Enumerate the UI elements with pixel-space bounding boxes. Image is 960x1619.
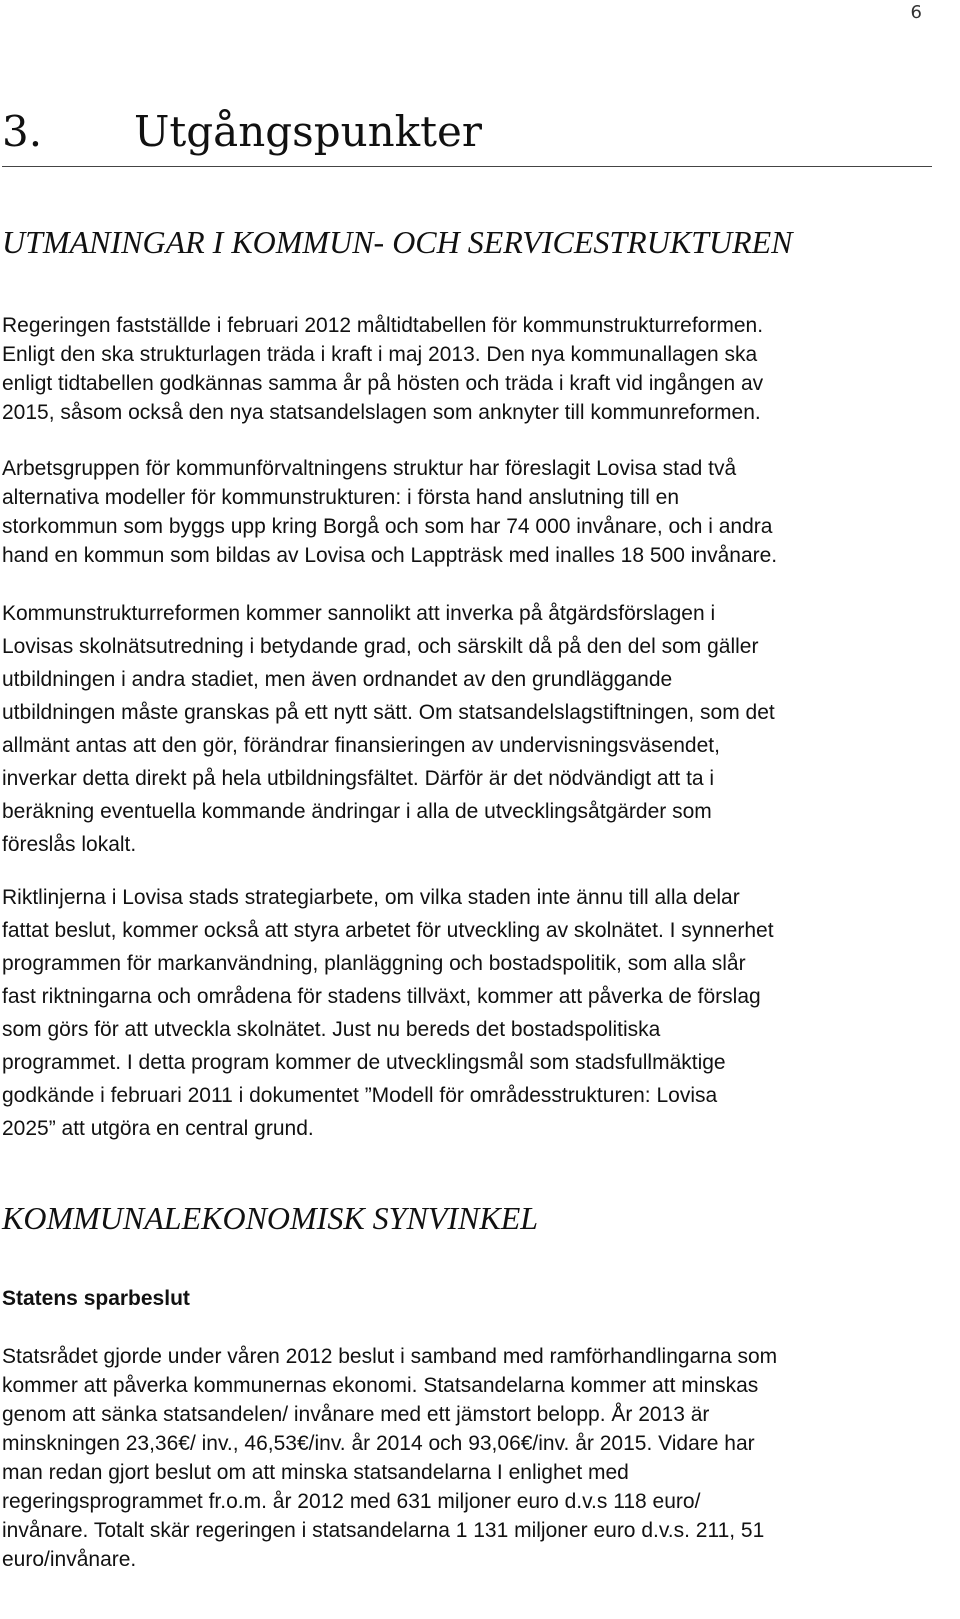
page-number: 6 xyxy=(910,2,922,23)
text-line: alternativa modeller för kommunstrukturen: i första hand anslutning till en xyxy=(2,486,680,509)
text-line: 2015, såsom också den nya statsandelslagen som anknyter till kommunreformen. xyxy=(2,401,761,424)
text-line: invånare. Totalt skär regeringen i statsandelarna 1 131 miljoner euro d.v.s. 211, 51 xyxy=(2,1519,765,1542)
section-heading-kommunalekonomisk: KOMMUNALEKONOMISK SYNVINKEL xyxy=(2,1200,539,1236)
chapter-title-text: Utgångspunkter xyxy=(134,107,482,156)
text-line: allmänt antas att den gör, förändrar finansieringen av undervisningsväsendet, xyxy=(2,734,720,757)
text-line: regeringsprogrammet fr.o.m. år 2012 med 631 miljoner euro d.v.s 118 euro/ xyxy=(2,1490,701,1513)
text-line: 2025” att utgöra en central grund. xyxy=(2,1117,314,1140)
text-line: genom att sänka statsandelen/ invånare med ett jämstort belopp. År 2013 är xyxy=(2,1403,710,1426)
text-line: Arbetsgruppen för kommunförvaltningens struktur har föreslagit Lovisa stad två xyxy=(2,457,737,480)
text-line: Regeringen fastställde i februari 2012 måltidtabellen för kommunstrukturreformen. xyxy=(2,314,764,337)
section-heading-utmaningar: UTMANINGAR I KOMMUN- OCH SERVICESTRUKTUREN xyxy=(2,224,793,260)
text-line: Statsrådet gjorde under våren 2012 beslut i samband med ramförhandlingarna som xyxy=(2,1345,778,1368)
text-line: Lovisas skolnätsutredning i betydande grad, och särskilt då på den del som gäller xyxy=(2,635,759,658)
text-line: beräkning eventuella kommande ändringar i alla de utvecklingsåtgärder som xyxy=(2,800,712,823)
text-line: programmen för markanvändning, planläggning och bostadspolitik, som alla slår xyxy=(2,952,746,975)
text-line: enligt tidtabellen godkännas samma år på hösten och träda i kraft vid ingången av xyxy=(2,372,764,395)
text-line: som görs för att utveckla skolnätet. Just nu bereds det bostadspolitiska xyxy=(2,1018,661,1041)
paragraph-arbetsgruppen xyxy=(2,454,936,570)
text-line: Riktlinjerna i Lovisa stads strategiarbete, om vilka staden inte ännu till alla delar xyxy=(2,886,740,909)
text-line: utbildningen i andra stadiet, men även ordnandet av den grundläggande xyxy=(2,668,673,691)
text-line: storkommun som byggs upp kring Borgå och som har 74 000 invånare, och i andra xyxy=(2,515,773,538)
text-line: minskningen 23,36€/ inv., 46,53€/inv. år 2014 och 93,06€/inv. år 2015. Vidare har xyxy=(2,1432,755,1455)
text-line: Kommunstrukturreformen kommer sannolikt att inverka på åtgärdsförslagen i xyxy=(2,602,716,625)
paragraph-riktlinjerna xyxy=(2,881,936,1145)
paragraph-kommunstrukturreformen xyxy=(2,597,936,861)
text-line: fast riktningarna och områdena för stadens tillväxt, kommer att påverka de förslag xyxy=(2,985,761,1008)
text-line: inverkar detta direkt på hela utbildningsfältet. Därför är det nödvändigt att ta i xyxy=(2,767,715,790)
text-line: föreslås lokalt. xyxy=(2,833,137,856)
paragraph-statsradet xyxy=(2,1342,936,1574)
chapter-title xyxy=(2,100,932,167)
text-line: man redan gjort beslut om att minska statsandelarna I enlighet med xyxy=(2,1461,629,1484)
chapter-number: 3. xyxy=(2,107,43,156)
text-line: programmet. I detta program kommer de utvecklingsmål som stadsfullmäktige xyxy=(2,1051,726,1074)
text-line: godkände i februari 2011 i dokumentet ”Modell för områdesstrukturen: Lovisa xyxy=(2,1084,718,1107)
text-line: euro/invånare. xyxy=(2,1548,137,1571)
text-line: kommer att påverka kommunernas ekonomi. Statsandelarna kommer att minskas xyxy=(2,1374,759,1397)
subheading-statens-sparbeslut: Statens sparbeslut xyxy=(2,1287,190,1310)
paragraph-strukturreform xyxy=(2,311,936,427)
text-line: utbildningen måste granskas på ett nytt sätt. Om statsandelslagstiftningen, som det xyxy=(2,701,775,724)
text-line: Enligt den ska strukturlagen träda i kraft i maj 2013. Den nya kommunallagen ska xyxy=(2,343,758,366)
text-line: fattat beslut, kommer också att styra arbetet för utveckling av skolnätet. I synnerhet xyxy=(2,919,774,942)
text-line: hand en kommun som bildas av Lovisa och Lappträsk med inalles 18 500 invånare. xyxy=(2,544,778,567)
